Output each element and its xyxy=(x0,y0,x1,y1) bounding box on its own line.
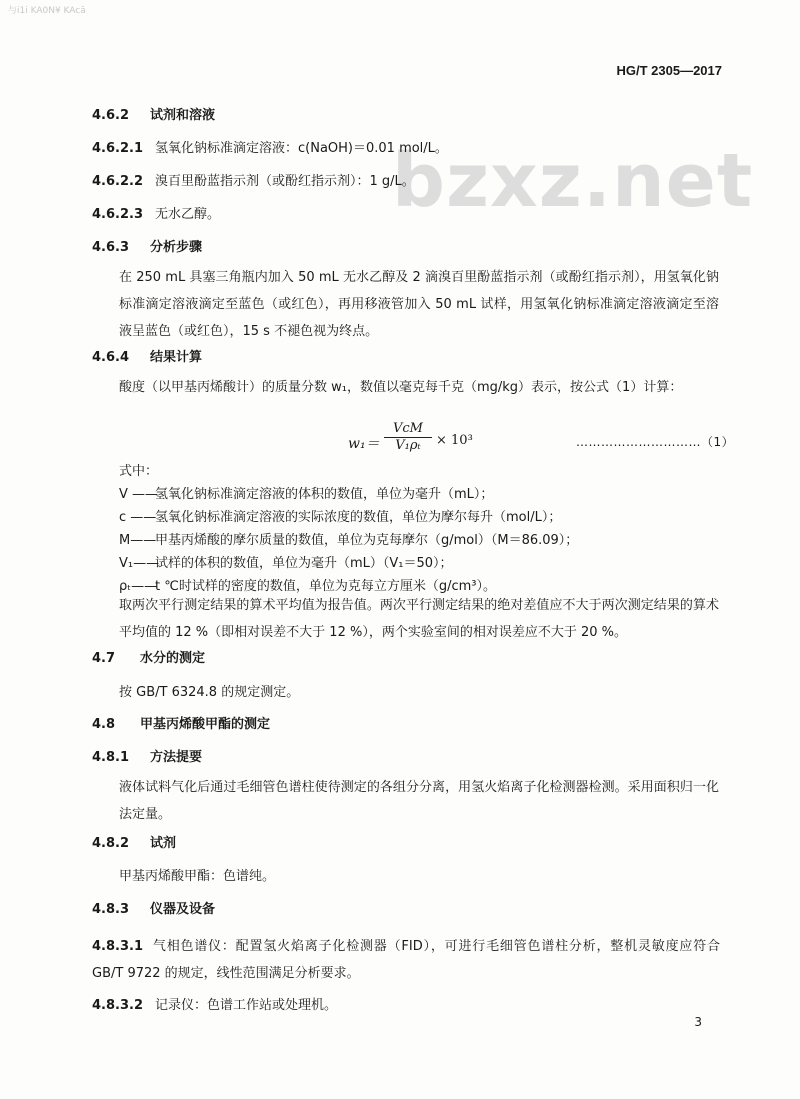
item-4-6-2-3: 4.6.2.3 无水乙醇。 xyxy=(92,207,221,222)
formula-numerator: VcM xyxy=(384,421,432,438)
formula-rhs: × 10³ xyxy=(436,433,473,448)
page-number: 3 xyxy=(694,1015,702,1029)
paragraph-method-summary: 液体试料气化后通过毛细管色谱柱使待测定的各组分分离，用氢火焰离子化检测器检测。采用面积归一化法定量。 xyxy=(119,780,719,822)
section-heading-4-7: 4.7 水分的测定 xyxy=(92,651,206,666)
corner-watermark-text: 与i1i KA0N¥ KAcā xyxy=(8,6,86,16)
item-4-8-3-1: 4.8.3.1 气相色谱仪：配置氢火焰离子化检测器（FID），可进行毛细管色谱柱分析，整机灵敏度应符合 GB/T 9722 的规定，线性范围满足分析要求。 xyxy=(92,939,721,981)
paragraph-analysis-steps: 在 250 mL 具塞三角瓶内加入 50 mL 无水乙醇及 2 滴溴百里酚蓝指示剂（或酚红指示剂），用氢氧化钠标准滴定溶液滴定至蓝色（或红色），再用移液管加入 50 mL 试样，用氢氧化钠标准滴定溶液滴定至溶液呈蓝色（或红色），15 s 不褪色视为终点。 xyxy=(119,270,719,339)
site-watermark: bzxz.net xyxy=(392,138,754,224)
formula-fraction xyxy=(384,421,432,453)
paragraph-reagent: 甲基丙烯酸甲酯：色谱纯。 xyxy=(119,869,276,884)
variable-definition: c ——氢氧化钠标准滴定溶液的实际浓度的数值，单位为摩尔每升（mol/L）； xyxy=(119,510,562,525)
item-4-6-2-2: 4.6.2.2 溴百里酚蓝指示剂（或酚红指示剂）：1 g/L。 xyxy=(92,174,415,189)
standard-number: HG/T 2305—2017 xyxy=(616,63,722,78)
variable-definition: ρₜ——t ℃时试样的密度的数值，单位为克每立方厘米（g/cm³）。 xyxy=(119,579,496,594)
section-heading-4-8-1: 4.8.1 方法提要 xyxy=(92,750,203,765)
paragraph-result-report: 取两次平行测定结果的算术平均值为报告值。两次平行测定结果的绝对差值应不大于两次测定结果的算术平均值的 12 %（即相对误差不大于 12 %），两个实验室间的相对误差应不大于 20 %。 xyxy=(119,598,719,640)
item-4-6-2-1: 4.6.2.1 氢氧化钠标准滴定溶液：c(NaOH)＝0.01 mol/L。 xyxy=(92,141,448,156)
formula-number: …………………………（1） xyxy=(576,435,735,449)
section-heading-4-8-2: 4.8.2 试剂 xyxy=(92,836,177,851)
formula-denominator: V₁ρₜ xyxy=(395,438,421,453)
paragraph-calculation-intro: 酸度（以甲基丙烯酸计）的质量分数 w₁，数值以毫克每千克（mg/kg）表示，按公式（1）计算： xyxy=(119,380,683,395)
formula-lhs: w₁＝ xyxy=(348,436,380,452)
variable-definition: M——甲基丙烯酸的摩尔质量的数值，单位为克每摩尔（g/mol）（M＝86.09）； xyxy=(119,533,579,548)
formula-1 xyxy=(348,421,735,467)
section-heading-4-6-3: 4.6.3 分析步骤 xyxy=(92,240,203,255)
variable-definition: V ——氢氧化钠标准滴定溶液的体积的数值，单位为毫升（mL）； xyxy=(119,487,494,502)
where-label: 式中： xyxy=(119,464,159,479)
item-4-8-3-2: 4.8.3.2 记录仪：色谱工作站或处理机。 xyxy=(92,998,338,1013)
section-heading-4-8-3: 4.8.3 仪器及设备 xyxy=(92,902,216,917)
section-heading-4-6-4: 4.6.4 结果计算 xyxy=(92,350,203,365)
paragraph-water-method: 按 GB/T 6324.8 的规定测定。 xyxy=(119,685,300,700)
variable-definition: V₁——试样的体积的数值，单位为毫升（mL）（V₁＝50）； xyxy=(119,556,453,571)
section-heading-4-8: 4.8 甲基丙烯酸甲酯的测定 xyxy=(92,717,271,732)
section-heading-4-6-2: 4.6.2 试剂和溶液 xyxy=(92,108,216,123)
